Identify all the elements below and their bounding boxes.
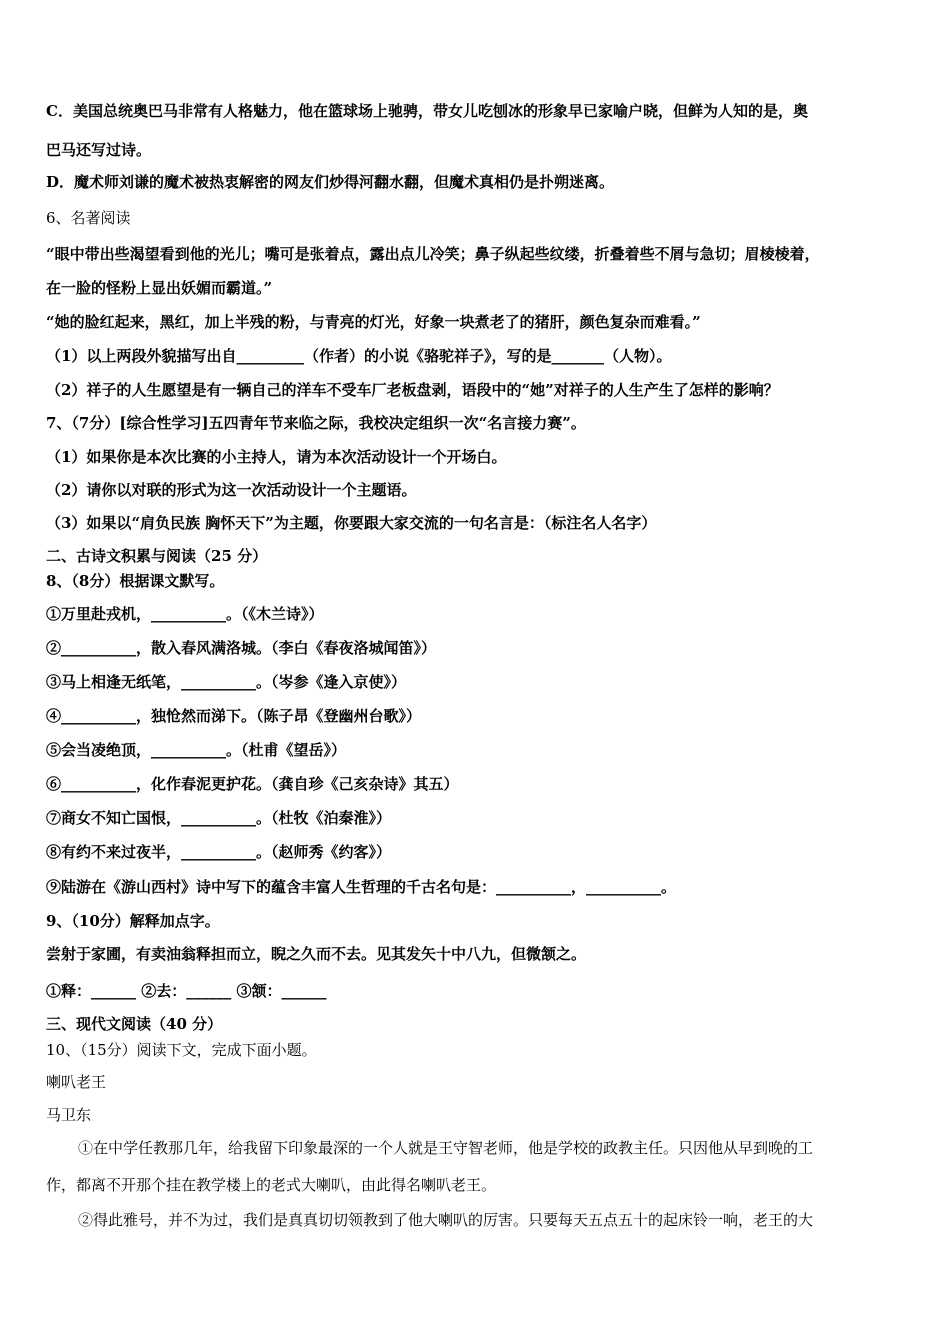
quote-1-line-2: 在一脸的怪粉上显出妖媚而霸道。” (46, 279, 273, 297)
q8-item-2: ②__________，散入春风满洛城。（李白《春夜洛城闻笛》） (46, 639, 437, 657)
q6-sub-2: （2）祥子的人生愿望是有一辆自己的洋车不受车厂老板盘剥，语段中的“她”对祥子的人生产生了怎样的影响？ (46, 381, 779, 399)
q8-item-1: ①万里赴戎机，__________。（《木兰诗》） (46, 605, 324, 623)
q9-blanks: ①释：______ ②去：______ ③颔：______ (46, 982, 327, 1000)
paragraph-1-line-2: 作，都离不开那个挂在教学楼上的老式大喇叭，由此得名喇叭老王。 (46, 1176, 497, 1194)
option-c-line-1: C．美国总统奥巴马非常有人格魅力，他在篮球场上驰骋，带女儿吃刨冰的形象早已家喻户晓，但鲜为人知的是，奥 (46, 102, 808, 120)
article-title: 喇叭老王 (46, 1073, 107, 1091)
q6-sub-1: （1）以上两段外貌描写出自_________（作者）的小说《骆驼祥子》，写的是_______（人物）。 (46, 347, 672, 365)
q8-item-3: ③马上相逢无纸笔，__________。（岑参《逢入京使》） (46, 673, 407, 691)
paragraph-2-line-1: ②得此雅号，并不为过，我们是真真切切领教到了他大喇叭的厉害。只要每天五点五十的起床铃一响，老王的大 (78, 1211, 814, 1229)
q7-sub-3: （3）如果以“肩负民族 胸怀天下”为主题，你要跟大家交流的一句名言是：（标注名人名字） (46, 514, 657, 532)
q8-item-7: ⑦商女不知亡国恨，__________。（杜牧《泊秦淮》） (46, 809, 392, 827)
option-c-line-2: 巴马还写过诗。 (46, 141, 152, 159)
paragraph-1-line-1: ①在中学任教那几年，给我留下印象最深的一个人就是王守智老师，他是学校的政教主任。只因他从早到晚的工 (78, 1139, 814, 1157)
question-7-heading: 7、（7分）[综合性学习]五四青年节来临之际，我校决定组织一次“名言接力赛”。 (46, 414, 586, 432)
option-d: D．魔术师刘谦的魔术被热衷解密的网友们炒得河翻水翻，但魔术真相仍是扑朔迷离。 (46, 173, 615, 191)
question-6-heading: 6、名著阅读 (46, 209, 131, 227)
quote-2: “她的脸红起来，黑红，加上半残的粉，与青亮的灯光，好象一块煮老了的猪肝，颜色复杂而难看。” (46, 313, 701, 331)
section-3-heading: 三、现代文阅读（40 分） (46, 1015, 223, 1033)
q7-sub-1: （1）如果你是本次比赛的小主持人，请为本次活动设计一个开场白。 (46, 448, 507, 466)
question-9-heading: 9、（10分）解释加点字。 (46, 912, 220, 930)
q8-item-9: ⑨陆游在《游山西村》诗中写下的蕴含丰富人生哲理的千古名句是：__________，__________。 (46, 878, 677, 896)
question-8-heading: 8、（8分）根据课文默写。 (46, 572, 225, 590)
quote-1-line-1: “眼中带出些渴望看到他的光儿；嘴可是张着点，露出点儿冷笑；鼻子纵起些纹缕，折叠着些不屑与急切；眉棱棱着， (46, 245, 820, 263)
section-2-heading: 二、古诗文积累与阅读（25 分） (46, 547, 268, 565)
question-10-heading: 10、（15分）阅读下文，完成下面小题。 (46, 1041, 317, 1059)
q8-item-6: ⑥__________，化作春泥更护花。（龚自珍《己亥杂诗》其五） (46, 775, 459, 793)
q7-sub-2: （2）请你以对联的形式为这一次活动设计一个主题语。 (46, 481, 417, 499)
q8-item-4: ④__________，独怆然而涕下。（陈子昂《登幽州台歌》） (46, 707, 422, 725)
article-author: 马卫东 (46, 1106, 92, 1124)
q8-item-5: ⑤会当凌绝顶，__________。（杜甫《望岳》） (46, 741, 347, 759)
q9-passage: 尝射于家圃，有卖油翁释担而立，睨之久而不去。见其发矢十中八九，但微颔之。 (46, 945, 587, 963)
q8-item-8: ⑧有约不来过夜半，__________。（赵师秀《约客》） (46, 843, 392, 861)
